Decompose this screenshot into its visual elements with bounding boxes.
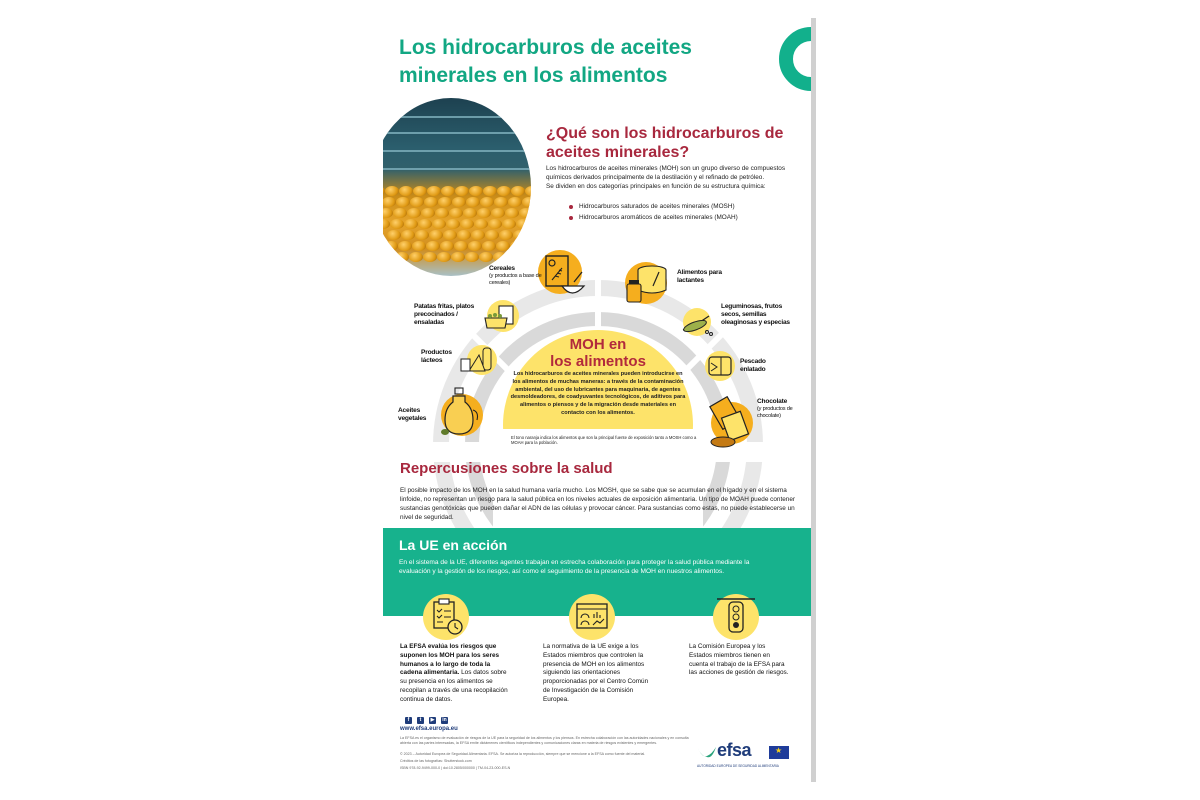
eu-icon-circle: [423, 594, 469, 640]
health-body: El posible impacto de los MOH en la salud humana varía mucho. Los MOSH, que se sabe que se acumulan en el hígado y en el sistema linfoide, no representan un riesgo para la salud pública en los niveles actuales de exposición alimentaria. Un tipo de MOAH puede contener sustancias genotóxicas que pueden dañar el ADN de las células y provocar cáncer. Para sustancias como estas, no puede establecerse un nivel de seguridad.: [400, 487, 796, 521]
dashboard-chart-icon: [569, 594, 615, 640]
food-sub: (y productos a base de cereales): [489, 273, 542, 286]
canned-fish-icon: [707, 355, 737, 379]
eu-column-text: Los datos sobre su presencia en los alimentos se recopilan a través de una recopilación continua de datos.: [400, 669, 508, 703]
bun-decoration: [452, 197, 466, 207]
bun-decoration: [494, 197, 508, 207]
bun-decoration: [440, 241, 454, 251]
bun-decoration: [493, 252, 507, 262]
bun-decoration: [521, 252, 531, 262]
bun-decoration: [466, 197, 480, 207]
bun-decoration: [415, 230, 429, 240]
ready-meal-icon: [481, 304, 521, 334]
bun-decoration: [488, 219, 502, 229]
bun-decoration: [479, 252, 493, 262]
website-link[interactable]: www.efsa.europa.eu: [400, 726, 458, 732]
baby-food-icon: [625, 262, 671, 308]
eu-heading: La UE en acción: [399, 537, 508, 553]
logo-subtitle: AUTORIDAD EUROPEA DE SEGURIDAD ALIMENTARIA: [697, 764, 779, 768]
bun-decoration: [396, 197, 410, 207]
intro-heading: ¿Qué son los hidrocarburos de aceites minerales?: [546, 125, 784, 161]
eu-column-bold: La EFSA evalúa los riesgos que suponen los MOH para los seres humanos a lo largo de toda la cadena alimentaria.: [400, 643, 500, 677]
eu-icon-circle: [713, 594, 759, 640]
bun-decoration: [407, 208, 421, 218]
footer-copyright: © 2023 – Autoridad Europea de Seguridad Alimentaria. EFSA. Se autoriza la reproducción, siempre que se mencione a la EFSA como fuente del material.: [400, 752, 646, 756]
bun-decoration: [423, 252, 437, 262]
bun-decoration: [393, 208, 407, 218]
bun-decoration: [527, 230, 531, 240]
moh-type-list: [569, 201, 738, 223]
bun-decoration: [427, 186, 441, 196]
bun-decoration: [522, 197, 531, 207]
bun-decoration: [432, 219, 446, 229]
food-name: Chocolate: [757, 398, 788, 405]
bun-decoration: [383, 197, 396, 207]
food-label-chocolate: [757, 398, 807, 419]
eu-column-regulation: La normativa de la UE exige a los Estados miembros que controlen la presencia de MOH en los alimentos siguiendo las orientaciones proporcionadas por el Centro Común de Investigación de la Comisión Europea.: [543, 643, 649, 703]
food-name: Cereales: [489, 265, 515, 272]
bun-decoration: [451, 252, 465, 262]
infographic-page: [383, 18, 811, 782]
bun-decoration: [474, 219, 488, 229]
bun-decoration: [497, 186, 511, 196]
bun-decoration: [468, 241, 482, 251]
oil-bottle-icon: [435, 386, 485, 441]
social-links: [405, 717, 448, 724]
bun-decoration: [482, 241, 496, 251]
youtube-icon[interactable]: ▶: [430, 717, 435, 723]
bun-decoration: [485, 230, 499, 240]
bun-decoration: [483, 186, 497, 196]
bun-decoration: [471, 230, 485, 240]
bun-decoration: [413, 186, 427, 196]
bun-decoration: [424, 197, 438, 207]
bun-decoration: [513, 230, 527, 240]
bun-decoration: [383, 219, 390, 229]
footer-about: La EFSA es el organismo de evaluación de riesgos de la UE para la seguridad de los alimentos y los piensos. En estrecha colaboración con las autoridades nacionales y en consulta abierta con las partes interesadas, la EFSA emite dictámenes científicos independientes y comunicaciones claras en materia de riesgos existentes y emergentes.: [400, 736, 689, 745]
eu-column-efsa: [400, 643, 510, 705]
bun-decoration: [412, 241, 426, 251]
food-label-cereales: [489, 265, 549, 286]
food-label-lacteos: Productos lácteos: [421, 349, 452, 364]
moh-title: [523, 336, 673, 370]
bun-decoration: [410, 197, 424, 207]
bun-decoration: [426, 241, 440, 251]
bun-decoration: [505, 208, 519, 218]
bun-decoration: [449, 208, 463, 218]
moh-title-line: los alimentos: [550, 353, 646, 370]
bun-decoration: [499, 230, 513, 240]
linkedin-icon[interactable]: in: [442, 717, 447, 723]
efsa-wave-icon: [697, 746, 717, 758]
bun-decoration: [421, 208, 435, 218]
traffic-light-icon: [713, 594, 759, 640]
page-title: Los hidrocarburos de aceites minerales en los alimentos: [399, 36, 692, 87]
bun-decoration: [507, 252, 521, 262]
efsa-ring-decoration: [779, 27, 811, 91]
footer-credits: Créditos de las fotografías: Shutterstock.com: [400, 759, 472, 763]
food-label-lactantes: Alimentos para lactantes: [677, 269, 722, 284]
bun-decoration: [530, 219, 531, 229]
food-label-patatas: Patatas fritas, platos precocinados / ensaladas: [414, 303, 475, 326]
vertical-scrollbar[interactable]: [811, 18, 816, 782]
bun-decoration: [429, 230, 443, 240]
intro-body: [546, 164, 801, 191]
legume-icon: [679, 310, 715, 340]
list-item: Hidrocarburos saturados de aceites minerales (MOSH): [569, 201, 738, 212]
facebook-icon[interactable]: f: [405, 717, 412, 724]
bun-decoration: [454, 241, 468, 251]
eu-column-commission: La Comisión Europea y los Estados miembros tienen en cuenta el trabajo de la EFSA para las acciones de gestión de riesgos.: [689, 643, 789, 677]
bun-decoration: [399, 186, 413, 196]
food-sub: (y productos de chocolate): [757, 406, 793, 419]
bun-decoration: [525, 186, 531, 196]
chocolate-icon: [705, 394, 757, 450]
bun-decoration: [496, 241, 510, 251]
health-heading: Repercusiones sobre la salud: [400, 460, 613, 477]
moh-color-note: El tono naranja indica los alimentos que son la principal fuente de exposición tanto a MOSH como a MOAH para la población.: [511, 435, 697, 445]
bun-decoration: [502, 219, 516, 229]
bun-decoration: [480, 197, 494, 207]
bun-decoration: [418, 219, 432, 229]
bun-decoration: [385, 186, 399, 196]
bun-decoration: [435, 208, 449, 218]
bun-decoration: [438, 197, 452, 207]
bun-decoration: [384, 241, 398, 251]
bun-decoration: [524, 241, 531, 251]
bun-decoration: [446, 219, 460, 229]
moh-description: Los hidrocarburos de aceites minerales pueden introducirse en los alimentos de muchas maneras: a través de la contaminación ambiental, del uso de lubricantes para maquinaria, de agentes desmoldeadores, de coadyuvantes tecnológicos, de aditivos para alimentos o piensos y de la migración desde materiales en contacto con los alimentos.: [510, 371, 686, 416]
logo-text: efsa: [717, 740, 752, 760]
bun-decoration: [437, 252, 451, 262]
twitter-icon[interactable]: t: [417, 717, 424, 724]
eu-body: En el sistema de la UE, diferentes agentes trabajan en estrecha colaboración para proteger la salud pública mediante la evaluación y la gestión de los riesgos, así como el seguimiento de la presencia de MOH en nuestros alimentos.: [399, 559, 750, 575]
bun-decoration: [516, 219, 530, 229]
bun-decoration: [395, 252, 409, 262]
bun-decoration: [398, 241, 412, 251]
list-item: Hidrocarburos aromáticos de aceites minerales (MOAH): [569, 212, 738, 223]
food-label-leguminosas: Leguminosas, frutos secos, semillas oleaginosas y especias: [721, 303, 790, 326]
bun-decoration: [455, 186, 469, 196]
bun-decoration: [469, 186, 483, 196]
bun-decoration: [508, 197, 522, 207]
bun-decoration: [519, 208, 531, 218]
bun-decoration: [409, 252, 423, 262]
bun-decoration: [401, 230, 415, 240]
efsa-logo: [695, 742, 791, 772]
production-line-photo: [383, 98, 531, 276]
bun-decoration: [460, 219, 474, 229]
bun-decoration: [457, 230, 471, 240]
bun-decoration: [465, 252, 479, 262]
intro-paragraph-2: Se dividen en dos categorías principales en función de su estructura química:: [546, 183, 766, 190]
bun-decoration: [477, 208, 491, 218]
bun-decoration: [441, 186, 455, 196]
food-label-aceites: Aceites vegetales: [398, 407, 427, 422]
bun-decoration: [443, 230, 457, 240]
bun-decoration: [387, 230, 401, 240]
eu-icon-circle: [569, 594, 615, 640]
bun-decoration: [511, 186, 525, 196]
moh-title-line: MOH en: [569, 336, 627, 353]
bun-decoration: [463, 208, 477, 218]
bun-decoration: [383, 208, 393, 218]
bun-decoration: [491, 208, 505, 218]
bun-decoration: [510, 241, 524, 251]
intro-paragraph-1: Los hidrocarburos de aceites minerales (MOH) son un grupo diverso de compuestos químicos derivados principalmente de la destilación y el refinado de petróleo.: [546, 165, 786, 181]
dairy-icon: [457, 345, 497, 379]
clipboard-clock-icon: [423, 594, 469, 640]
food-label-pescado: Pescado enlatado: [740, 358, 766, 373]
eu-flag-icon: [769, 746, 789, 759]
footer-isbn: ISBN 978-92-9499-000-0 | doi:10.2805/000000 | TM-04-23-000-ES-N: [400, 766, 511, 770]
bun-decoration: [404, 219, 418, 229]
bun-decoration: [390, 219, 404, 229]
